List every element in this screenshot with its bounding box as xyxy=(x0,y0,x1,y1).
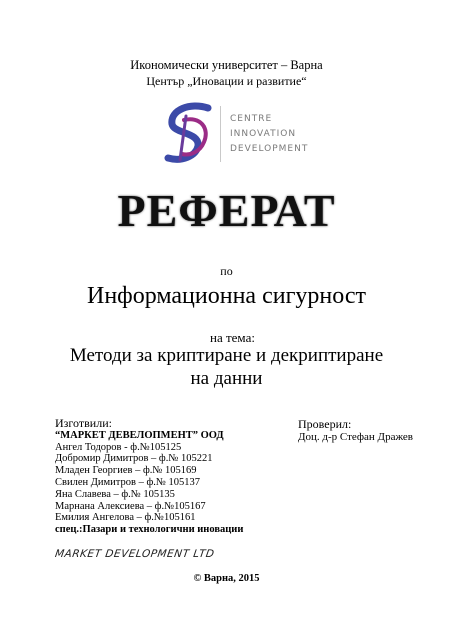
reviewer-heading: Проверил: xyxy=(298,417,352,431)
author-item: Емилия Ангелова – ф.№105161 xyxy=(55,512,196,524)
university-name: Икономически университет – Варна xyxy=(130,58,323,72)
specialty: спец.:Пазари и технологични иновации xyxy=(55,524,244,536)
author-item: Ангел Тодоров - ф.№105125 xyxy=(55,441,182,453)
author-item: Добромир Димитров – ф.№ 105221 xyxy=(55,453,213,465)
author-item: Яна Славева – ф.№ 105135 xyxy=(55,488,175,500)
document-title: РЕФЕРАТ xyxy=(117,185,336,236)
topic-line-2: на данни xyxy=(190,368,263,389)
authors-block xyxy=(55,418,243,536)
na-tema-label: на тема: xyxy=(210,330,255,345)
logo-line-centre: CENTRE xyxy=(230,114,273,124)
author-item: Свилен Димитров – ф.№ 105137 xyxy=(55,476,201,488)
company-signature: MARKET DEVELOPMENT LTD xyxy=(54,548,216,560)
centre-name: Център „Иновации и развитие“ xyxy=(146,74,307,88)
logo-line-innovation: INNOVATION xyxy=(230,129,297,139)
cd-monogram-logo xyxy=(160,102,220,166)
logo-text xyxy=(230,112,308,157)
logo-line-development: DEVELOPMENT xyxy=(230,144,309,154)
logo-divider xyxy=(220,106,221,162)
company-name: “МАРКЕТ ДЕВЕЛОПМЕНТ” ООД xyxy=(55,429,224,441)
subject-title: Информационна сигурност xyxy=(87,283,366,309)
topic-line-1: Методи за криптиране и декриптиране xyxy=(69,345,384,366)
author-item: Младен Георгиев – ф.№ 105169 xyxy=(55,465,197,477)
po-label: по xyxy=(220,264,233,278)
author-item: Марнана Алексиева – ф.№105167 xyxy=(55,500,206,512)
reviewer-block xyxy=(298,418,413,444)
footer-copyright: © Варна, 2015 xyxy=(193,573,260,584)
reviewer-name: Доц. д-р Стефан Дражев xyxy=(298,431,413,443)
authors-heading: Изготвили: xyxy=(55,416,112,430)
logo-mark-icon xyxy=(160,102,220,166)
